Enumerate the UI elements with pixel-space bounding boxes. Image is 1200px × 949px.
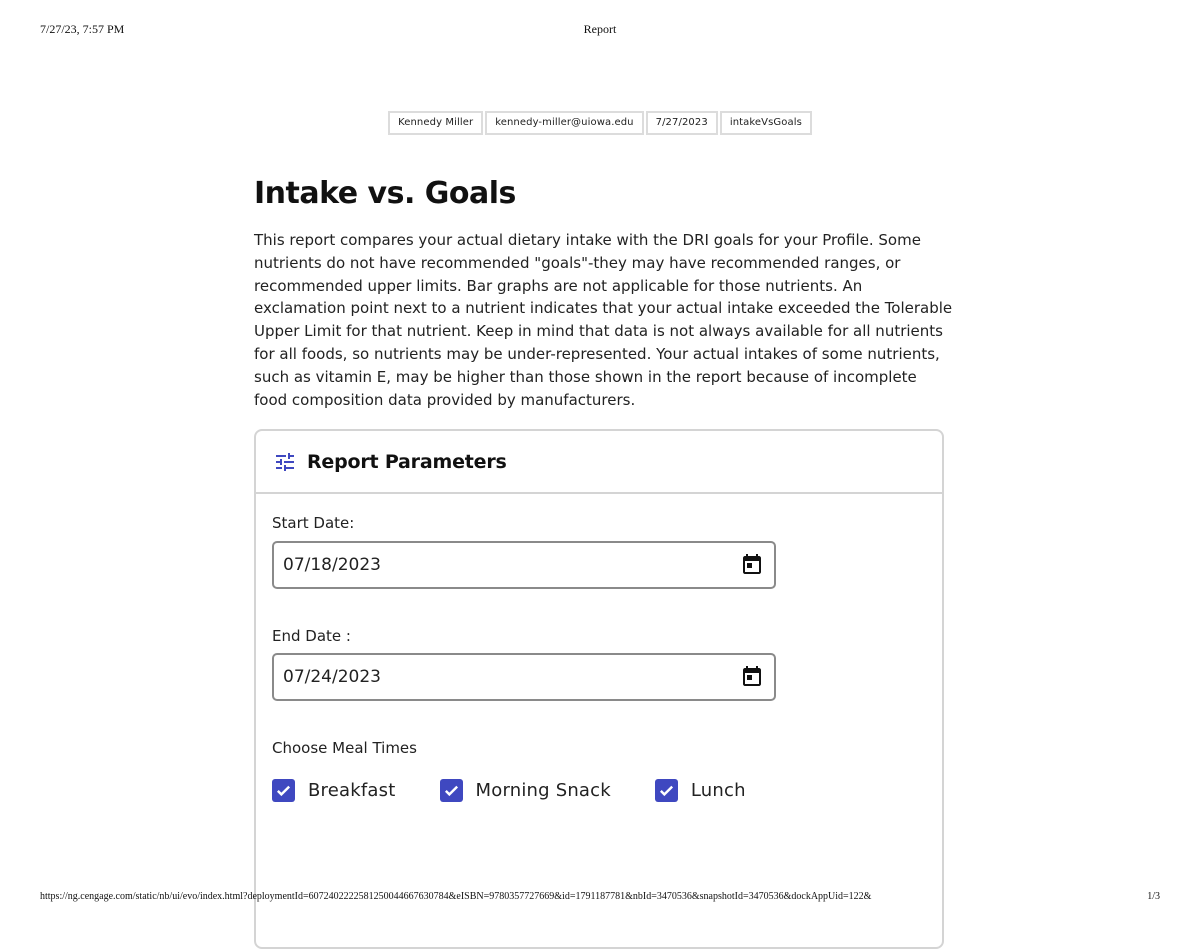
page-title: Intake vs. Goals <box>254 176 516 211</box>
meal-option-morning-snack[interactable] <box>440 779 611 802</box>
breakfast-label[interactable]: Breakfast <box>308 780 396 801</box>
start-date-label: Start Date: <box>272 514 355 532</box>
start-date-value: 07/18/2023 <box>283 555 381 575</box>
print-footer-url: https://ng.cengage.com/static/nb/ui/evo/index.html?deploymentId=6072402222581250044667630784&eISBN=9780357727669&id=1791187781&nbId=3470536&snapshotId=3470536&dockAppUid=122& <box>40 891 872 902</box>
meal-option-breakfast[interactable] <box>272 779 396 802</box>
meta-user-email: kennedy-miller@uiowa.edu <box>485 111 643 135</box>
lunch-checkbox[interactable] <box>655 779 678 802</box>
meal-option-lunch[interactable] <box>655 779 746 802</box>
calendar-icon[interactable] <box>740 553 764 577</box>
morning-snack-label[interactable]: Morning Snack <box>475 780 611 801</box>
breakfast-checkbox[interactable] <box>272 779 295 802</box>
report-description: This report compares your actual dietary intake with the DRI goals for your Profile. Some nutrients do not have recommended "goals"-they may have recommended ranges, or recommended upper limits. Bar graphs are not applicable for those nutrients. An exclamation point next to a nutrient indicates that your actual intake exceeded the Tolerable Upper Limit for that nutrient. Keep in mind that data is not always available for all nutrients for all foods, so nutrients may be under-represented. Your actual intakes of some nutrients, such as vitamin E, may be higher than those shown in the report because of incomplete food composition data provided by manufacturers. <box>254 231 953 409</box>
report-parameters-card <box>254 429 944 949</box>
meta-report-date: 7/27/2023 <box>646 111 718 135</box>
meal-times-label: Choose Meal Times <box>272 739 417 757</box>
start-date-input[interactable] <box>272 541 776 589</box>
report-meta-bar <box>0 111 1200 135</box>
end-date-input[interactable] <box>272 653 776 701</box>
print-datetime: 7/27/23, 7:57 PM <box>40 22 125 36</box>
end-date-value: 07/24/2023 <box>283 667 381 687</box>
report-parameters-header <box>256 431 942 494</box>
end-date-label: End Date : <box>272 627 351 645</box>
print-title: Report <box>583 22 617 36</box>
meta-user-name: Kennedy Miller <box>388 111 483 135</box>
print-page-number: 1/3 <box>1147 891 1160 902</box>
meta-report-id: intakeVsGoals <box>720 111 812 135</box>
tune-icon <box>273 450 297 474</box>
calendar-icon[interactable] <box>740 665 764 689</box>
report-parameters-title: Report Parameters <box>307 450 507 473</box>
morning-snack-checkbox[interactable] <box>440 779 463 802</box>
lunch-label[interactable]: Lunch <box>690 780 746 801</box>
meal-times-group <box>272 779 790 802</box>
